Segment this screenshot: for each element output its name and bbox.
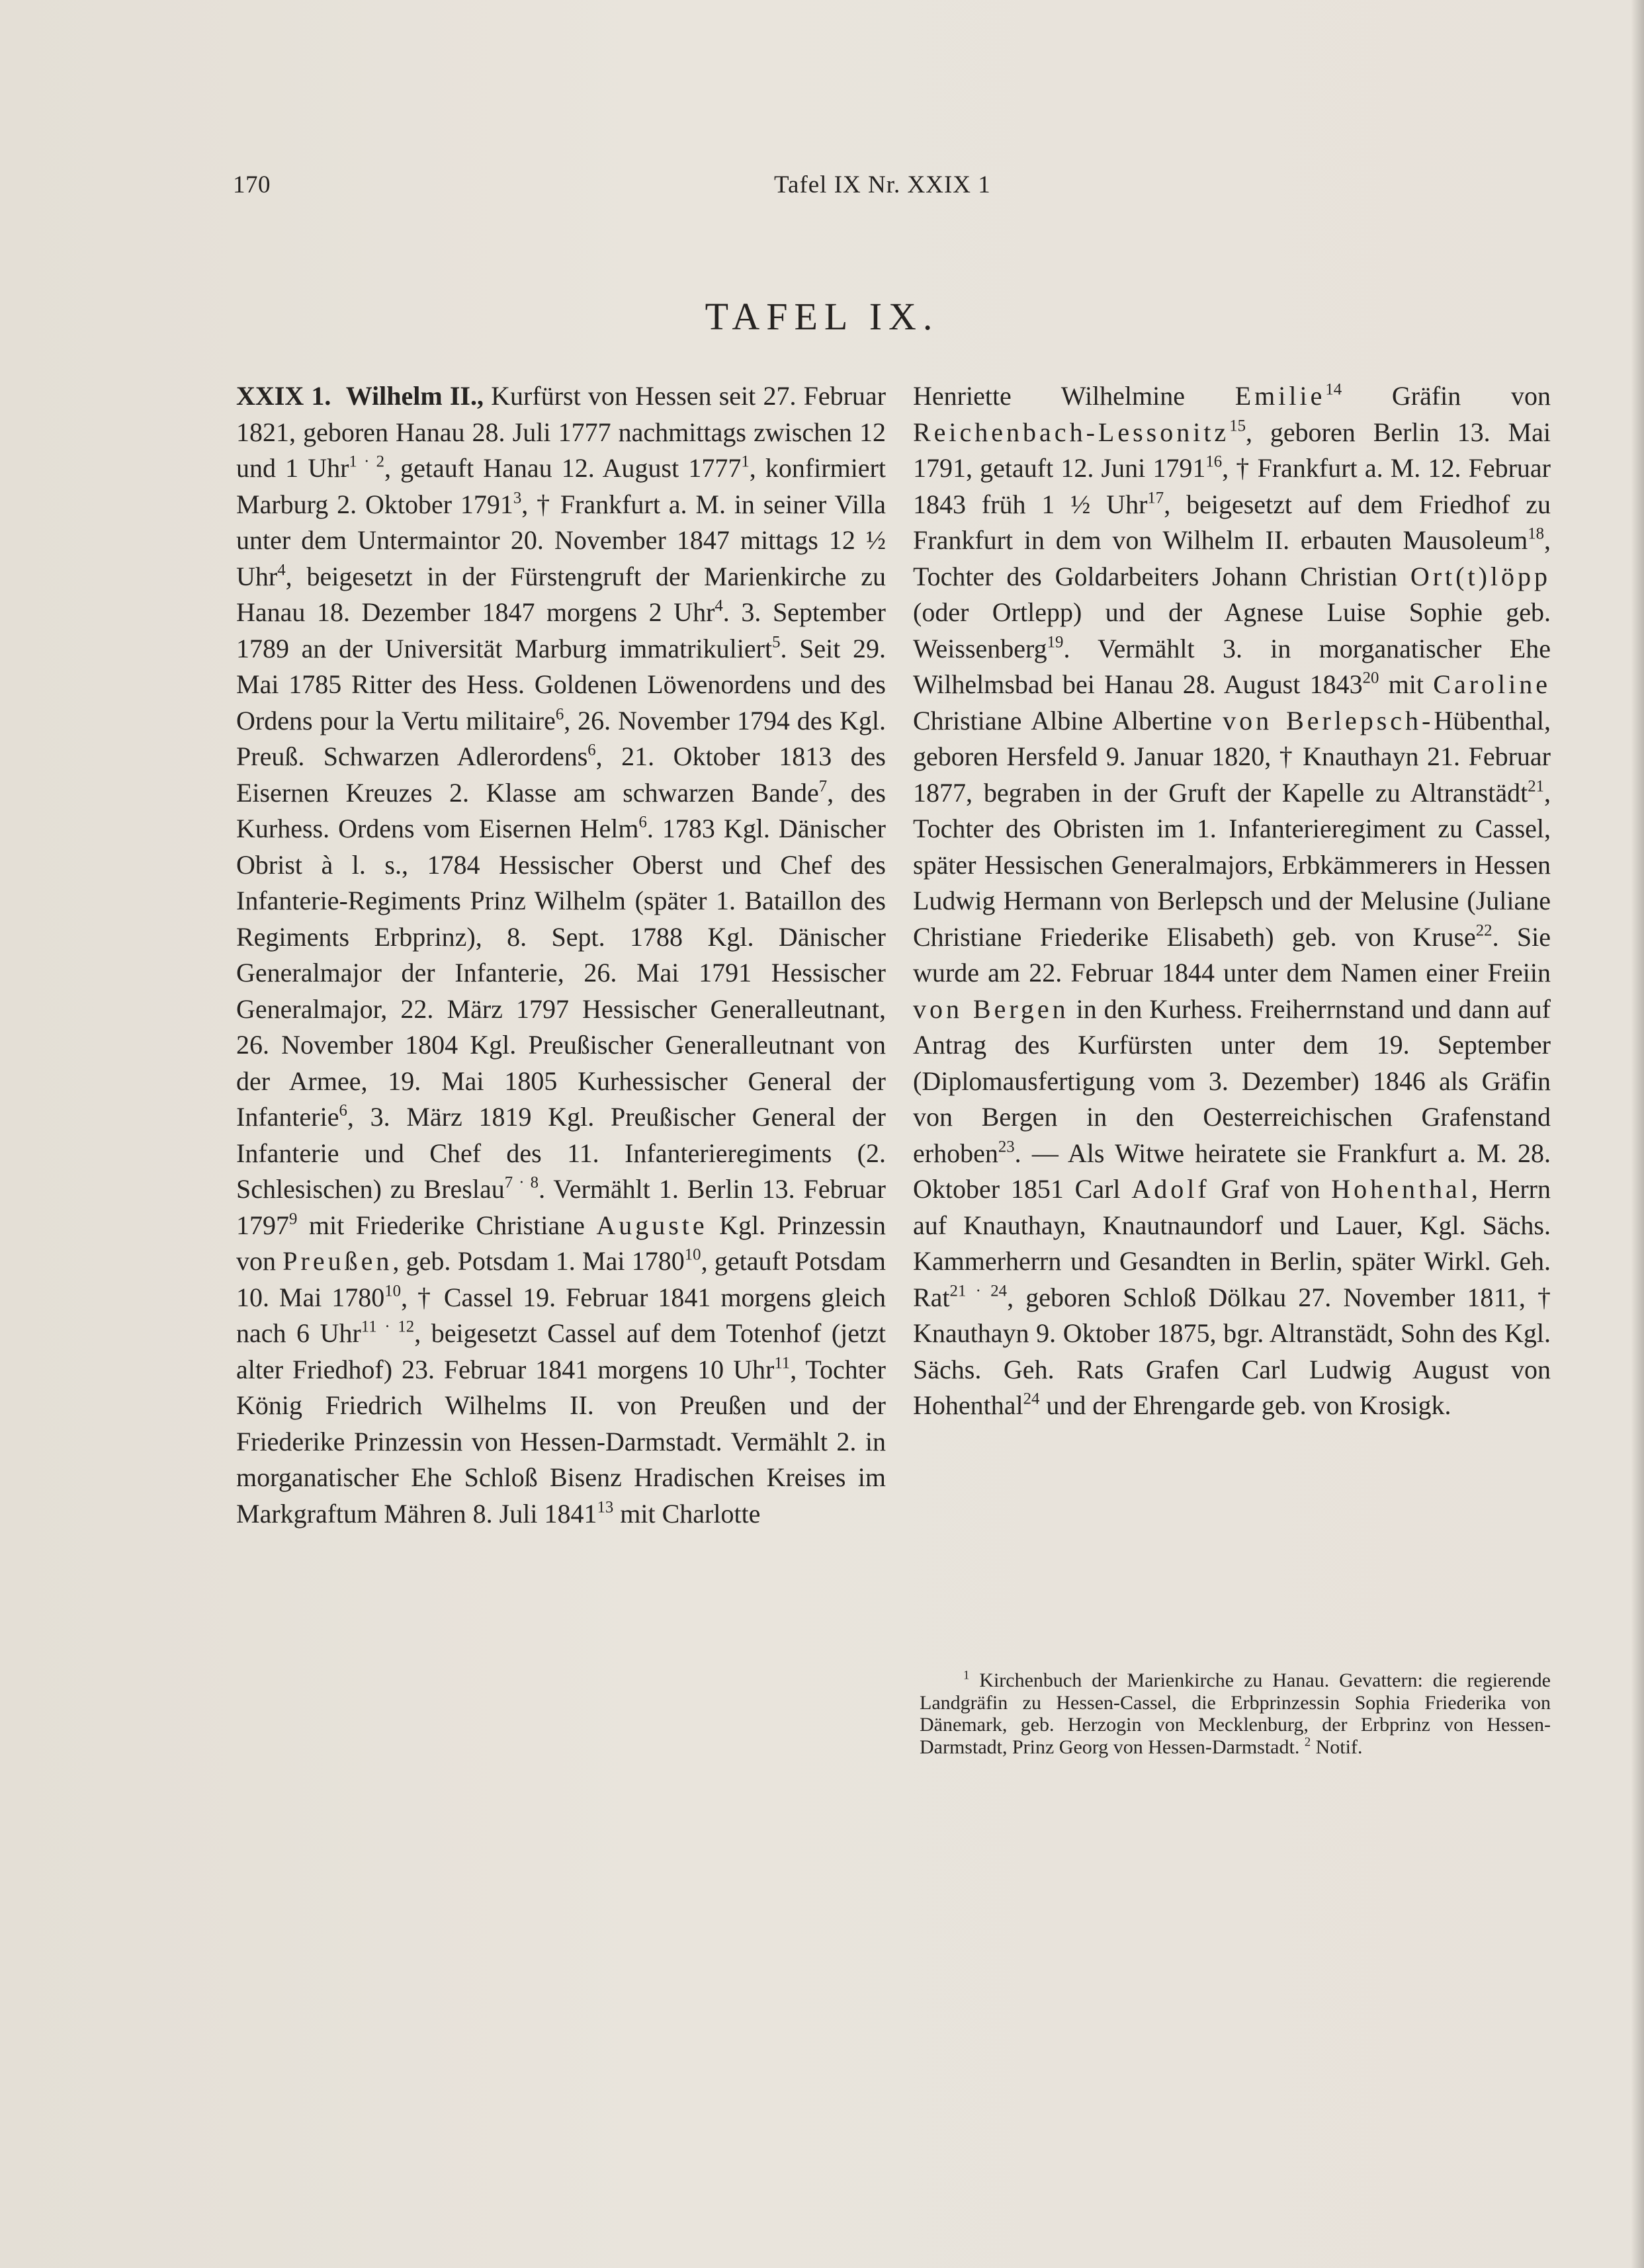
spaced-name: Auguste (596, 1210, 708, 1240)
entry-person-name: Wilhelm II., (345, 381, 484, 411)
footnote-ref: 13 (597, 1498, 614, 1517)
spaced-name: von Berlepsch- (1223, 705, 1434, 735)
footnote-ref: 6 (339, 1101, 347, 1120)
spaced-name: Reichenbach-Lessonitz (913, 417, 1230, 447)
footnote-ref: 5 (772, 633, 781, 651)
entry-number: XXIX 1. (236, 381, 331, 411)
text-column-right (913, 378, 1551, 1424)
spaced-name: Emilie (1234, 381, 1326, 411)
footnote-ref: 17 (1147, 489, 1164, 507)
footnote-marker: 1 (963, 1668, 970, 1683)
spaced-name: Caroline (1433, 669, 1551, 699)
page-number: 170 (233, 171, 271, 198)
footnote-ref: 23 (998, 1138, 1015, 1156)
footnote-ref: 16 (1205, 452, 1223, 471)
spaced-name: Preußen (282, 1246, 393, 1276)
footnote-ref: 1 · 2 (349, 452, 385, 471)
footnote-ref: 4 (277, 561, 286, 579)
page-edge-shadow (1631, 0, 1644, 2268)
footnote-ref: 19 (1047, 633, 1064, 651)
footnote-ref: 4 (714, 597, 723, 615)
footnotes (920, 1669, 1551, 1758)
footnote-ref: 1 (741, 452, 750, 471)
text-column-left (236, 378, 886, 1532)
spaced-name: Hohenthal (1331, 1174, 1471, 1204)
footnote-ref: 21 (1528, 777, 1544, 796)
footnote-ref: 24 (1023, 1390, 1040, 1408)
spaced-name: Ort(t)löpp (1410, 561, 1551, 591)
plate-title: TAFEL IX. (705, 295, 939, 338)
footnote-ref: 7 · 8 (504, 1173, 539, 1192)
footnote-ref: 6 (638, 813, 647, 831)
footnote-ref: 7 (818, 777, 828, 796)
footnote-ref: 21 · 24 (949, 1282, 1008, 1300)
footnote-ref: 14 (1325, 380, 1342, 399)
footnote-text: $^1$ Kirchenbuch der Marienkirche zu Hanau. Gevattern: die regierende Landgräfin zu Hessen-Cassel, die Erbprinzessin Sophia Friederika von Dänemark, geb. Herzogin von Mecklenburg, der Erbprinz von Hessen-Darmstadt, Prinz Georg von Hessen-Darmstadt. $^2$ Notif. (920, 1668, 1551, 1758)
footnote-ref: 20 (1362, 669, 1379, 687)
footnote-ref: 6 (555, 705, 564, 724)
running-head: Tafel IX Nr. XXIX 1 (774, 171, 991, 198)
entry-paragraph: XXIX 1. Wilhelm II., Kurfürst von Hessen seit 27. Februar 1821, geboren Hanau 28. Juli 1777 nachmittags zwischen 12 und 1 Uhr$^{1 \cdot 2}$, getauft Hanau 12. August 1777$^1$, konfirmiert Marburg 2. Oktober 1791$^3$, † Frankfurt a. M. in seiner Villa unter dem Untermaintor 20. November 1847 mittags 12 ½ Uhr$^4$, beigesetzt in der Fürstengruft der Marienkirche zu Hanau 18. Dezember 1847 morgens 2 Uhr$^4$. 3. September 1789 an der Universität Marburg immatrikuliert$^5$. Seit 29. Mai 1785 Ritter des Hess. Goldenen Löwenordens und des Ordens pour la Vertu militaire$^6$, 26. November 1794 des Kgl. Preuß. Schwarzen Adlerordens$^6$, 21. Oktober 1813 des Eisernen Kreuzes 2. Klasse am schwarzen Bande$^7$, des Kurhess. Ordens vom Eisernen Helm$^6$. 1783 Kgl. Dänischer Obrist à l. s., 1784 Hessischer Oberst und Chef des Infanterie-Regiments Prinz Wilhelm (später 1. Bataillon des Regiments Erbprinz), 8. Sept. 1788 Kgl. Dänischer Generalmajor der Infanterie, 26. Mai 1791 Hessischer Generalmajor, 22. März 1797 Hessischer Generalleutnant, 26. November 1804 Kgl. Preußischer Generalleutnant von der Armee, 19. Mai 1805 Kurhessischer General der Infanterie$^6$, 3. März 1819 Kgl. Preußischer General der Infanterie und Chef des 11. Infanterieregiments (2. Schlesischen) zu Breslau$^{7 \cdot 8}$. Vermählt 1. Berlin 13. Februar 1797$^9$ mit Friederike Christiane Auguste Kgl. Prinzessin von Preußen, geb. Potsdam 1. Mai 1780$^{10}$, getauft Potsdam 10. Mai 1780$^{10}$, † Cassel 19. Februar 1841 morgens gleich nach 6 Uhr$^{11 \cdot 12}$, beigesetzt Cassel auf dem Totenhof (jetzt alter Friedhof) 23. Februar 1841 morgens 10 Uhr$^{11}$, Tochter König Friedrich Wilhelms II. von Preußen und der Friederike Prinzessin von Hessen-Darmstadt. Vermählt 2. in morganatischer Ehe Schloß Bisenz Hradischen Kreises im Markgraftum Mähren 8. Juli 1841$^{13}$ mit Charlotte (236, 381, 887, 1529)
footnote-ref: 3 (513, 489, 522, 507)
footnote-ref: 10 (384, 1282, 402, 1300)
spaced-name: von Bergen (913, 993, 1069, 1024)
footnote-ref: 9 (289, 1210, 298, 1228)
entry-paragraph-continued: Henriette Wilhelmine Emilie$^{14}$ Gräfin von Reichenbach-Lessonitz$^{15}$, geboren Berlin 13. Mai 1791, getauft 12. Juni 1791$^{16}$, † Frankfurt a. M. 12. Februar 1843 früh 1 ½ Uhr$^{17}$, beigesetzt auf dem Friedhof zu Frankfurt in dem von Wilhelm II. erbauten Mausoleum$^{18}$, Tochter des Goldarbeiters Johann Christian Ort(t)löpp (oder Ortlepp) und der Agnese Luise Sophie geb. Weissenberg$^{19}$. Vermählt 3. in morganatischer Ehe Wilhelmsbad bei Hanau 28. August 1843$^{20}$ mit Caroline Christiane Albine Albertine von Berlepsch-Hübenthal, geboren Hersfeld 9. Januar 1820, † Knauthayn 21. Februar 1877, begraben in der Gruft der Kapelle zu Altranstädt$^{21}$, Tochter des Obristen im 1. Infanterieregiment zu Cassel, später Hessischen Generalmajors, Erbkämmerers in Hessen Ludwig Hermann von Berlepsch und der Melusine (Juliane Christiane Friederike Elisabeth) geb. von Kruse$^{22}$. Sie wurde am 22. Februar 1844 unter dem Namen einer Freiin von Bergen in den Kurhess. Freiherrnstand und dann auf Antrag des Kurfürsten unter dem 19. September (Diplomausfertigung vom 3. Dezember) 1846 als Gräfin von Bergen in den Oesterreichischen Grafenstand erhoben$^{23}$. — Als Witwe heiratete sie Frankfurt a. M. 28. Oktober 1851 Carl Adolf Graf von Hohenthal, Herrn auf Knauthayn, Knautnaundorf und Lauer, Kgl. Sächs. Kammerherrn und Gesandten in Berlin, später Wirkl. Geh. Rat$^{21 \cdot 24}$, geboren Schloß Dölkau 27. November 1811, † Knauthayn 9. Oktober 1875, bgr. Altranstädt, Sohn des Kgl. Sächs. Geh. Rats Grafen Carl Ludwig August von Hohenthal$^{24}$ und der Ehrengarde geb. von Krosigk. (913, 380, 1551, 1420)
footnote-ref: 15 (1229, 417, 1246, 435)
footnote-ref: 11 · 12 (361, 1318, 415, 1336)
footnote-ref: 22 (1475, 921, 1493, 940)
footnote-marker: 2 (1304, 1734, 1311, 1749)
footnote-ref: 6 (587, 741, 596, 759)
spaced-name: Adolf (1131, 1174, 1210, 1204)
footnote-ref: 11 (774, 1354, 791, 1372)
footnote-ref: 10 (684, 1245, 701, 1264)
footnote-ref: 18 (1528, 525, 1544, 543)
